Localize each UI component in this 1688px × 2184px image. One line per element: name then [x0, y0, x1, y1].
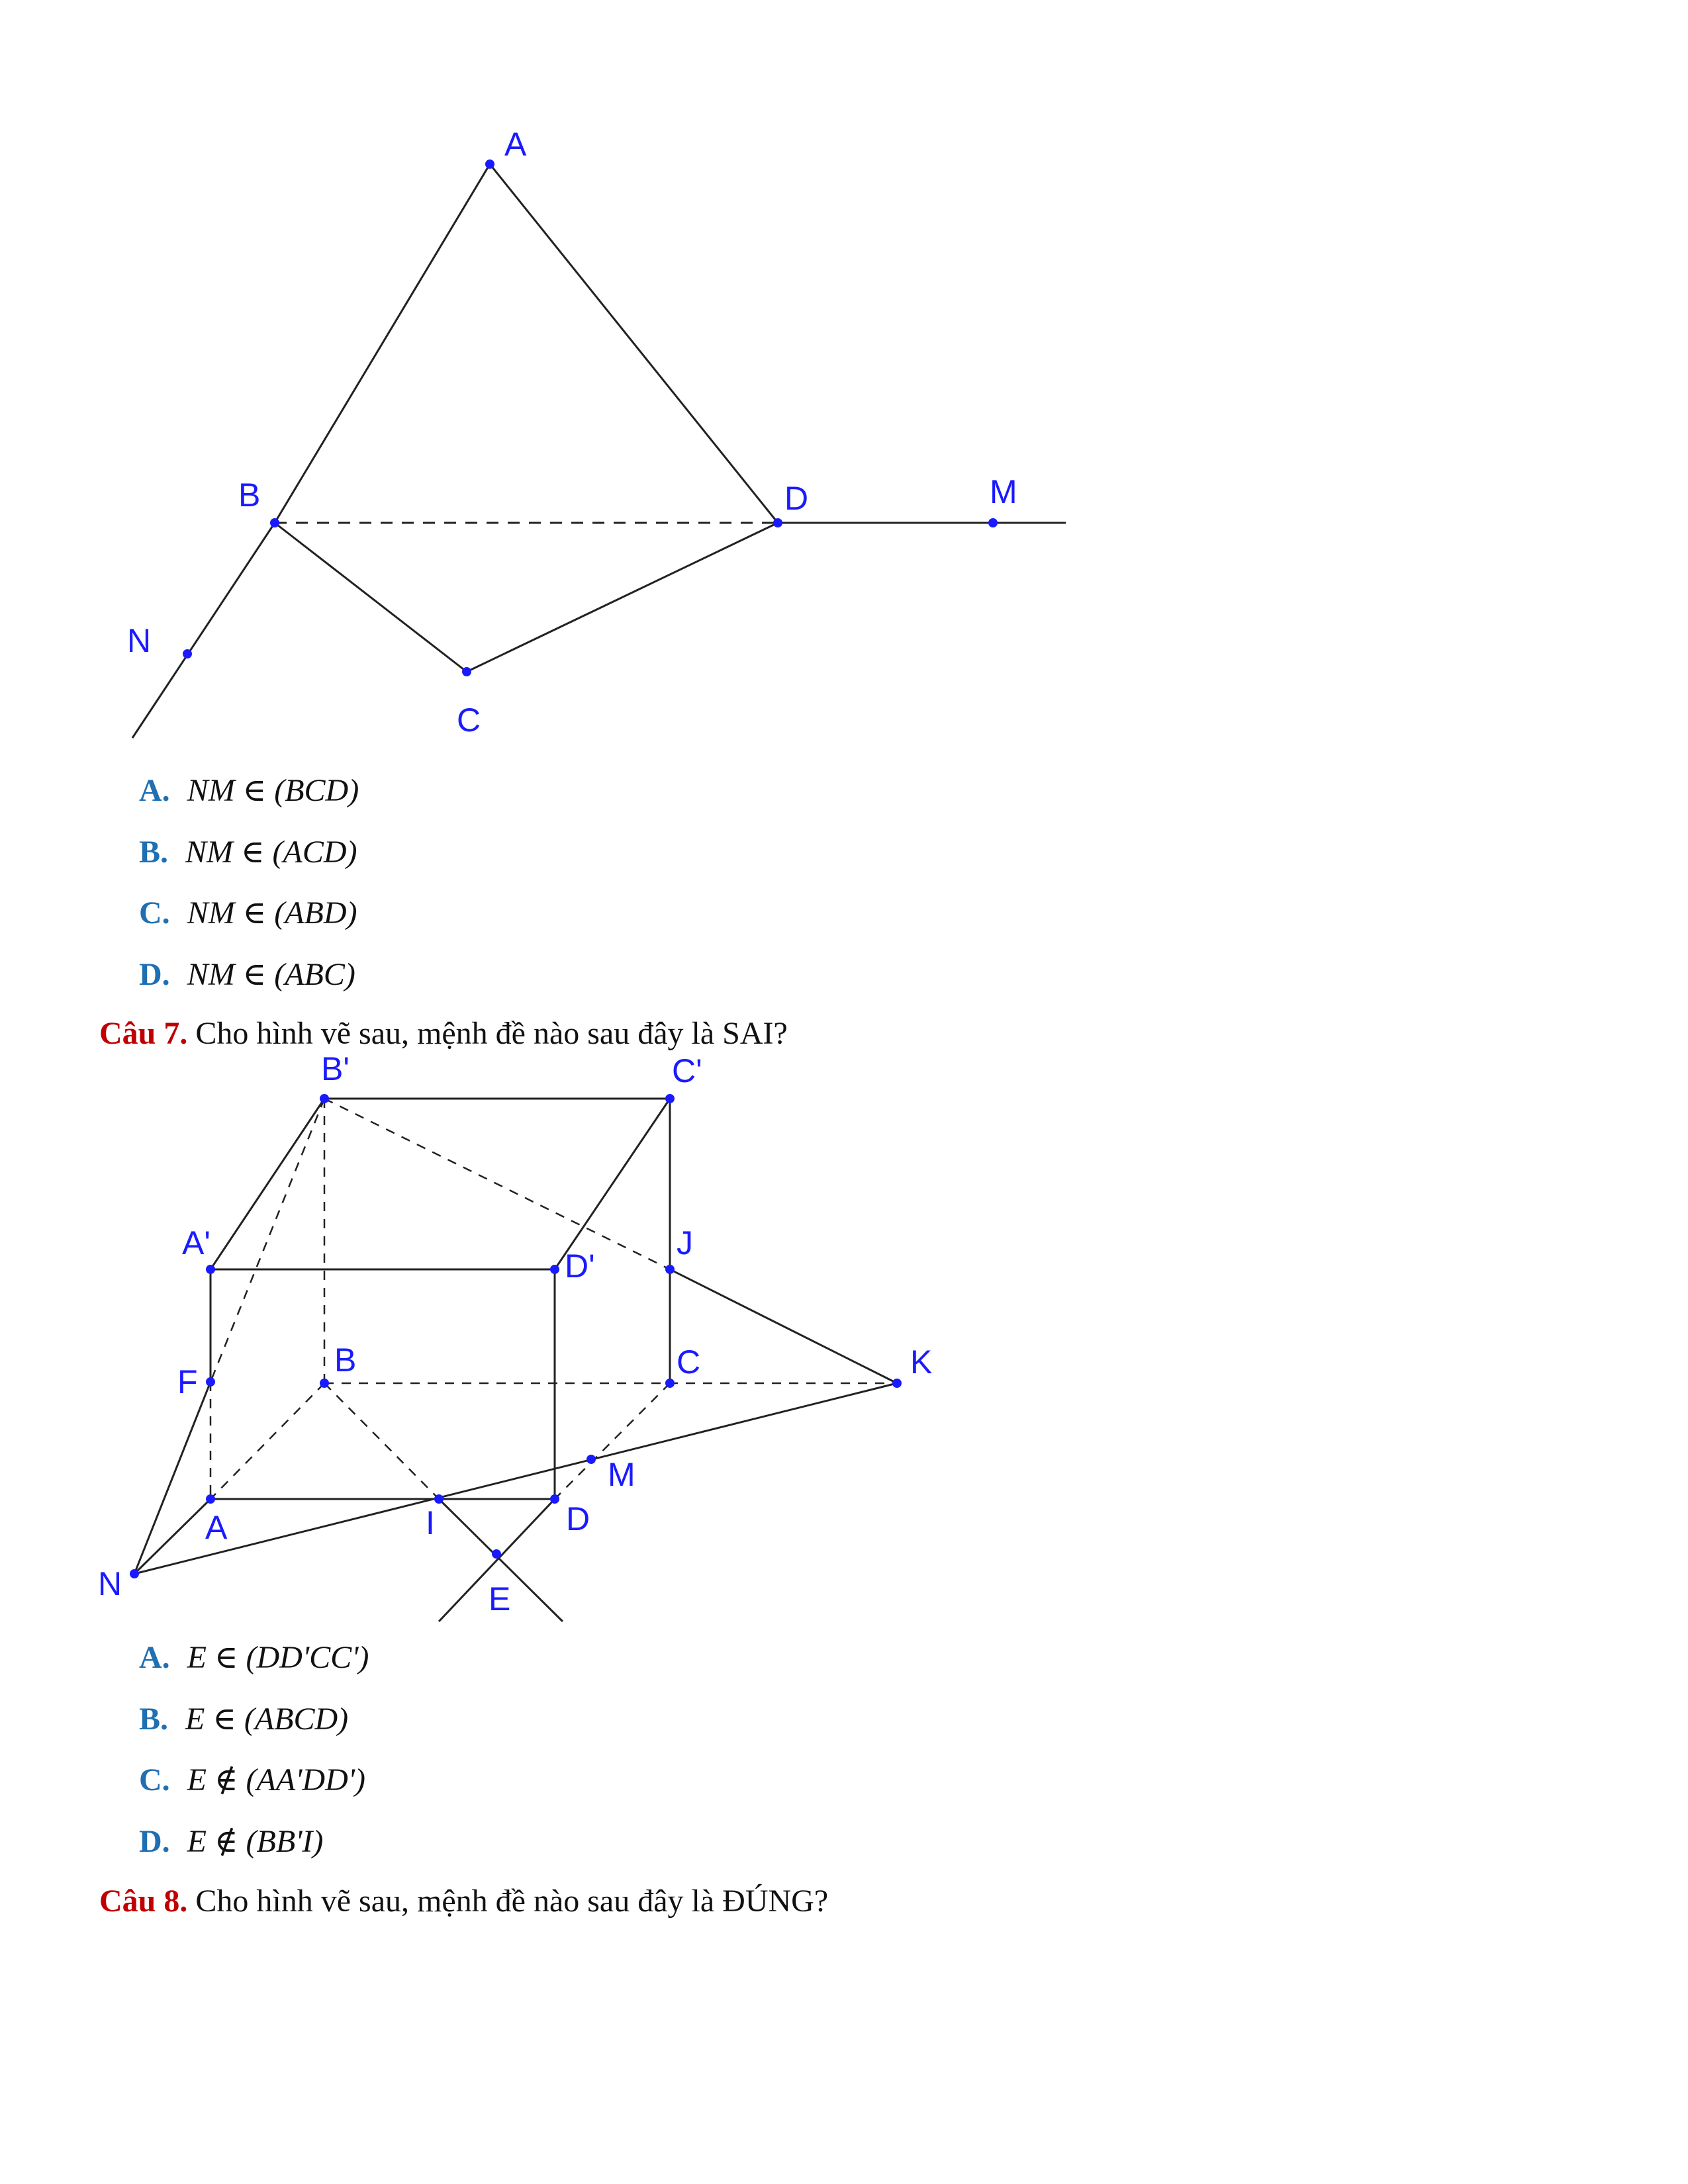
point-m	[586, 1455, 596, 1464]
label-k: K	[910, 1343, 933, 1381]
option-expression: E ∈ (DD'CC')	[187, 1640, 369, 1675]
option-letter: A.	[139, 1640, 170, 1675]
label-n: N	[127, 622, 152, 659]
question-text: Cho hình vẽ sau, mệnh đề nào sau đây là ĐÚNG?	[195, 1884, 829, 1919]
point-c-prime	[665, 1094, 675, 1103]
q7-option-c	[139, 1760, 365, 1800]
point-j	[665, 1265, 675, 1274]
label-c: C	[677, 1343, 701, 1381]
label-i: I	[426, 1504, 435, 1541]
point-b	[320, 1379, 329, 1388]
point-b-prime	[320, 1094, 329, 1103]
point-c	[665, 1379, 675, 1388]
point-d	[550, 1494, 559, 1504]
option-letter: D.	[139, 957, 170, 992]
label-d: D	[566, 1500, 590, 1537]
q7-option-a	[139, 1638, 369, 1678]
question-number: Câu 8.	[99, 1884, 188, 1919]
label-e: E	[489, 1580, 511, 1617]
label-j: J	[677, 1224, 693, 1261]
q7-option-d	[139, 1822, 323, 1862]
option-expression: NM ∈ (BCD)	[187, 773, 359, 808]
label-m: M	[990, 473, 1017, 510]
question-number: Câu 7.	[99, 1016, 188, 1051]
option-letter: B.	[139, 835, 169, 870]
point-a-prime	[206, 1265, 215, 1274]
option-expression: NM ∈ (ACD)	[185, 835, 357, 870]
label-c-prime: C'	[672, 1052, 702, 1089]
point-d-prime	[550, 1265, 559, 1274]
question-text: Cho hình vẽ sau, mệnh đề nào sau đây là SAI?	[195, 1016, 788, 1051]
label-b: B	[238, 477, 261, 514]
label-m: M	[608, 1456, 635, 1493]
label-f: F	[177, 1363, 198, 1400]
option-expression: E ∉ (AA'DD')	[187, 1762, 365, 1797]
label-a-prime: A'	[182, 1224, 211, 1261]
q7-option-b	[139, 1700, 348, 1739]
option-expression: NM ∈ (ABC)	[187, 957, 355, 992]
point-i	[434, 1494, 444, 1504]
option-letter: D.	[139, 1824, 170, 1859]
point-e	[492, 1549, 501, 1559]
point-n	[130, 1569, 139, 1578]
option-letter: B.	[139, 1702, 169, 1737]
label-d-prime: D'	[565, 1248, 595, 1285]
option-letter: C.	[139, 1762, 170, 1797]
point-f	[206, 1377, 215, 1387]
point-k	[892, 1379, 902, 1388]
label-a: A	[205, 1509, 228, 1546]
label-c: C	[457, 702, 481, 739]
option-letter: A.	[139, 773, 170, 808]
label-n: N	[98, 1565, 122, 1602]
point-a	[206, 1494, 215, 1504]
label-d: D	[784, 480, 809, 517]
label-b-prime: B'	[321, 1050, 350, 1087]
option-expression: E ∉ (BB'I)	[187, 1824, 324, 1859]
option-expression: E ∈ (ABCD)	[185, 1702, 349, 1737]
label-b: B	[334, 1342, 357, 1379]
question-8	[99, 1882, 828, 1921]
option-expression: NM ∈ (ABD)	[187, 895, 357, 931]
label-a: A	[504, 126, 527, 163]
option-letter: C.	[139, 895, 170, 931]
